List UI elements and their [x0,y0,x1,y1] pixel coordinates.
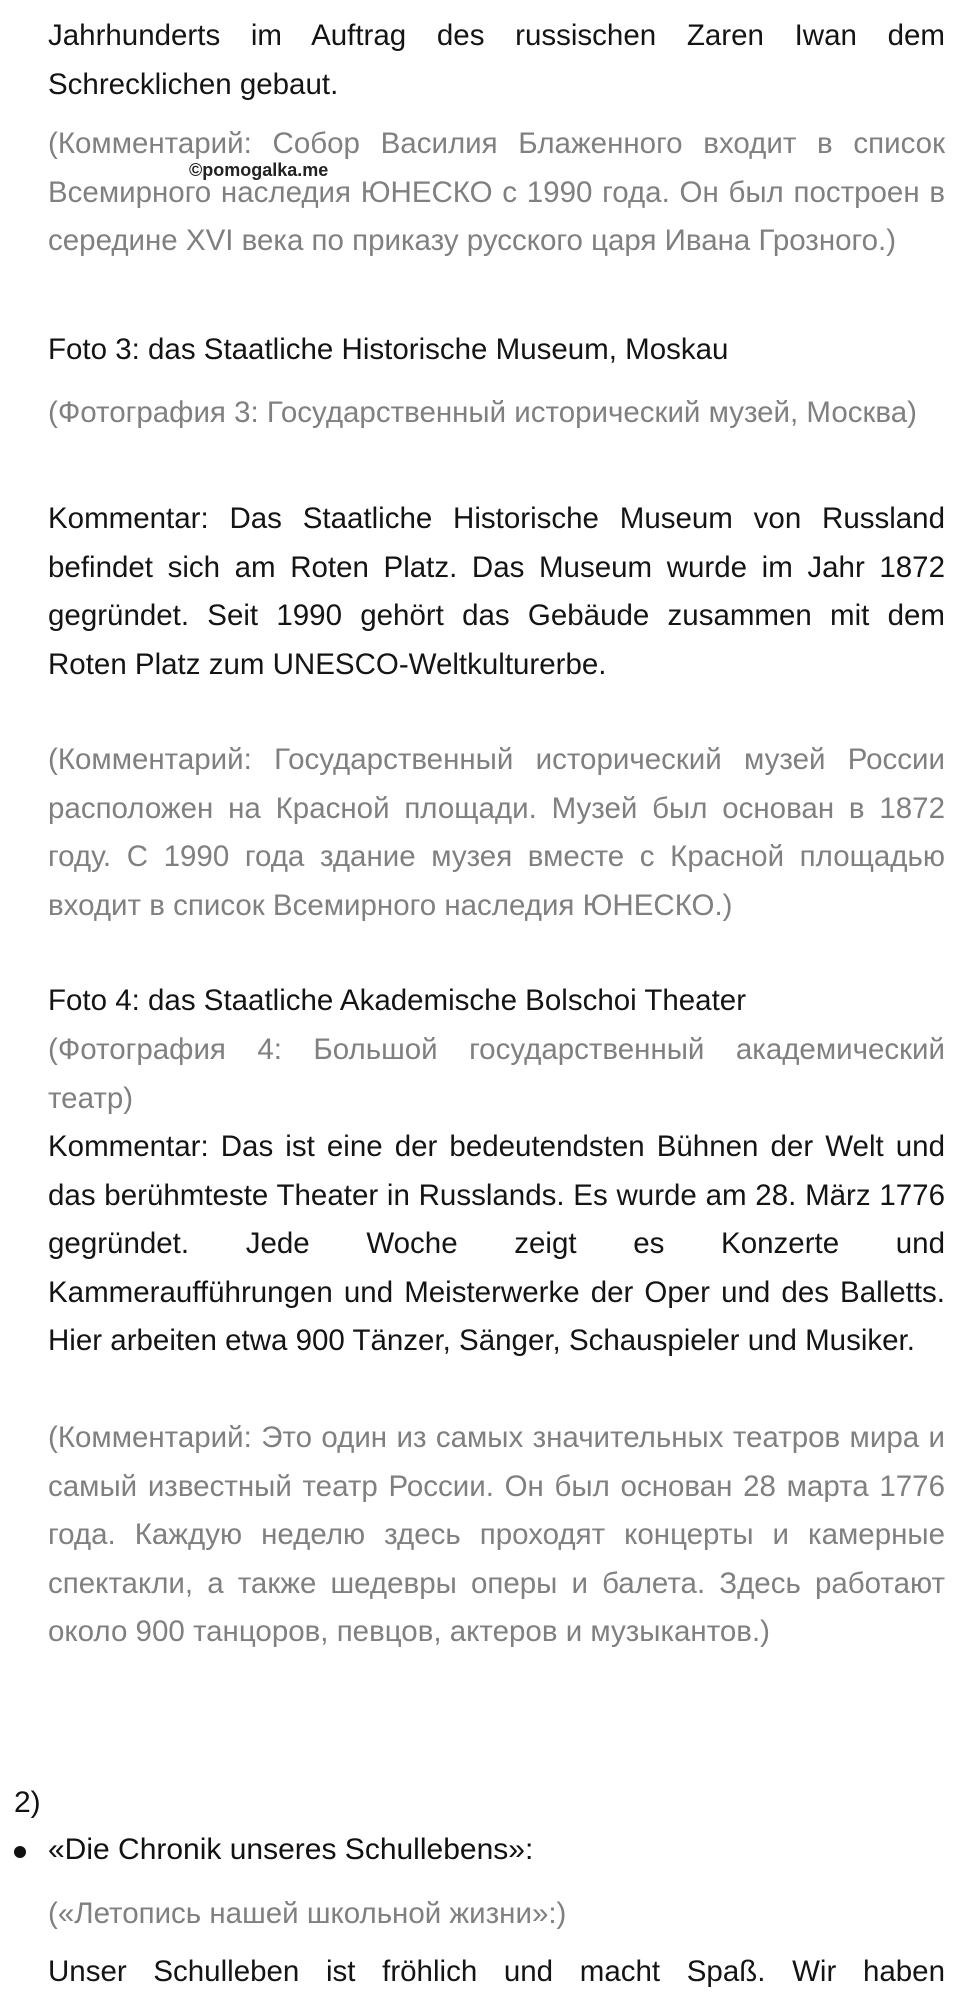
section-number: 2) [14,1786,41,1819]
german-text: Jahrhunderts im Auftrag des russischen Zaren Iwan dem Schrecklichen gebaut. [48,19,945,101]
paragraph-de-4 [48,977,945,1026]
bullet-dot-icon [14,1846,26,1858]
german-text: Kommentar: Das Staatliche Historische Museum von Russland befindet sich am Roten Platz. Das Museum wurde im Jahr 1872 gegründet. Seit 1990 gehört das Gebäude zusammen mit dem Roten Platz zum UNESCO-Weltkulturerbe. [48,502,945,681]
paragraph-ru-4 [48,1026,945,1123]
bullet-label: «Die Chronik unseres Schullebens»: [48,1833,534,1866]
paragraph-ru-5 [48,1414,945,1657]
paragraph-de-3 [48,495,945,689]
paragraph-ru-2 [48,389,945,438]
russian-translation: (Комментарий: Это один из самых значительных театров мира и самый известный театр России. Он был основан 28 марта 1776 года. Каждую неделю здесь проходят концерты и камерные спектакли, а также шедевры оперы и балета. Здесь работают около 900 танцоров, певцов, актеров и музыкантов.) [48,1421,945,1648]
photo-caption: Foto 4: das Staatliche Akademische Bolschoi Theater [48,984,747,1017]
photo-caption: Foto 3: das Staatliche Historische Museum, Moskau [48,333,729,366]
german-text: Unser Schulleben ist fröhlich und macht Spaß. Wir haben [48,1955,945,1988]
paragraph-de-1 [48,12,945,109]
paragraph-de-2 [48,326,945,375]
watermark-logo: ©pomogalka.me [189,160,329,180]
russian-translation: (Фотография 4: Большой государственный академический театр) [48,1033,945,1115]
russian-translation: (Комментарий: Собор Василия Блаженного входит в список Всемирного наследия ЮНЕСКО с 1990 года. Он был построен в середине XVI века по приказу русского царя Ивана Грозного.) [48,127,945,257]
paragraph-ru-3 [48,736,945,930]
russian-translation: (Фотография 3: Государственный исторический музей, Москва) [48,396,917,429]
paragraph-ru-1 [48,120,945,266]
russian-translation: (Комментарий: Государственный исторический музей России расположен на Красной площади. Музей был основан в 1872 году. С 1990 года здание музея вместе с Красной площадью входит в список Всемирного наследия ЮНЕСКО.) [48,743,945,922]
russian-translation: («Летопись нашей школьной жизни»:) [48,1897,567,1930]
section-intro-block [48,1948,945,1997]
bullet-translation-block [48,1890,945,1939]
paragraph-de-5 [48,1123,945,1366]
german-text: Kommentar: Das ist eine der bedeutendsten Bühnen der Welt und das berühmteste Theater in Russlands. Es wurde am 28. März 1776 gegründet. Jede Woche zeigt es Konzerte und Kammeraufführungen und Meisterwerke der Oper und des Balletts. Hier arbeiten etwa 900 Tänzer, Sänger, Schauspieler und Musiker. [48,1130,945,1357]
